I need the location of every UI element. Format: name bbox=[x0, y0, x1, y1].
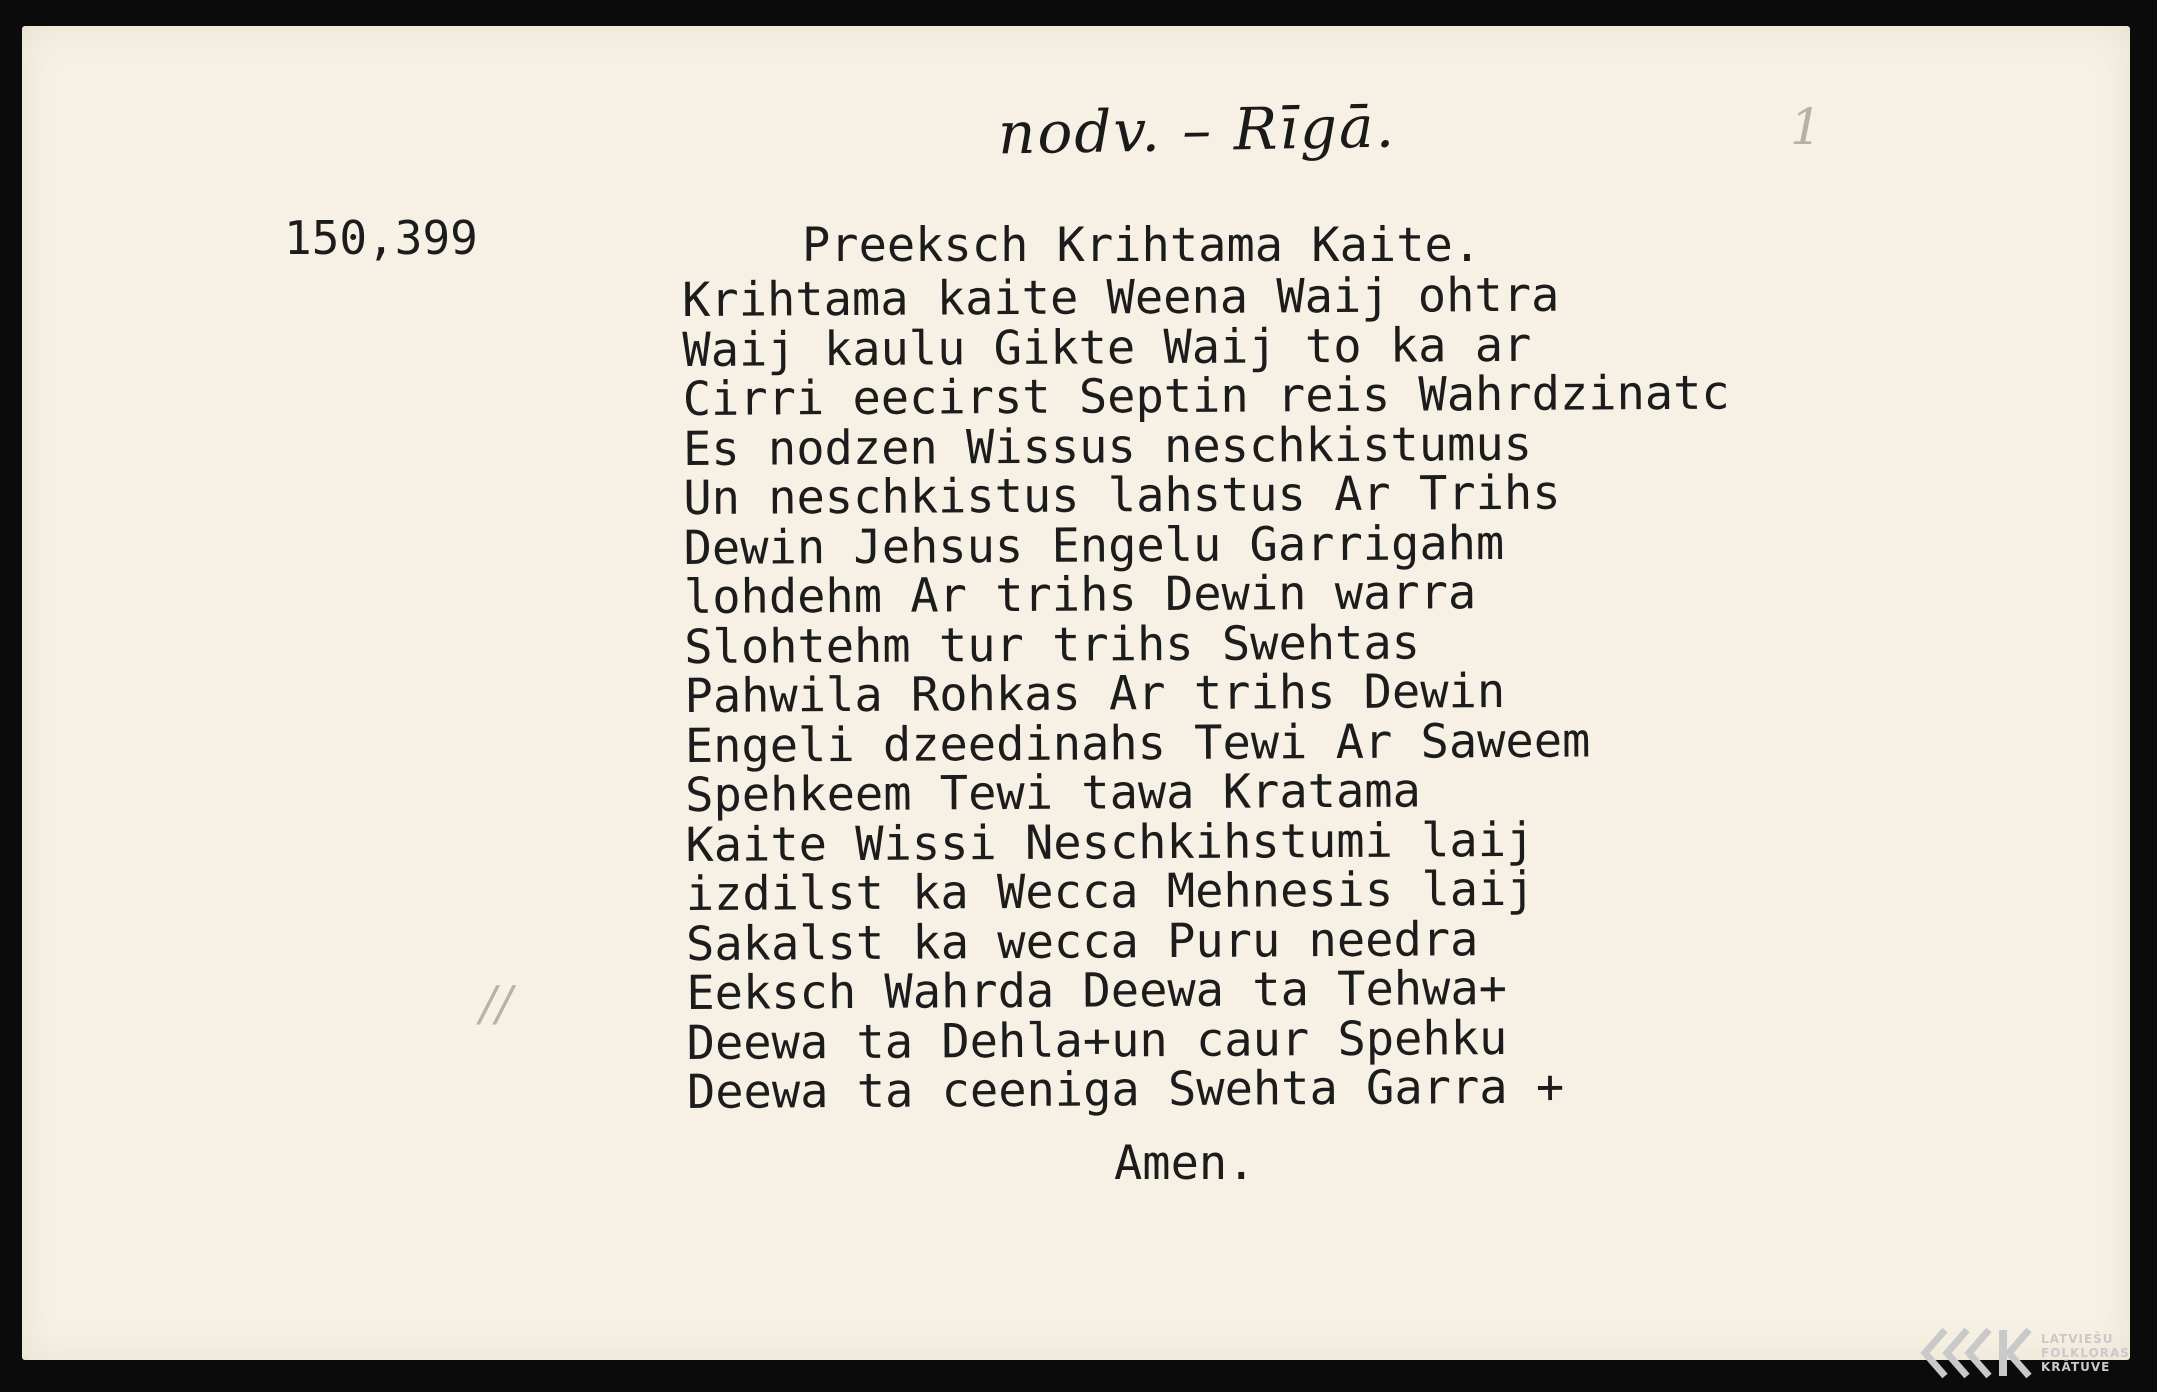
page-number-mark: 1 bbox=[1790, 98, 1822, 156]
poem-line: Cirri eecirst Septin reis Wahrdzinatc bbox=[682, 365, 1730, 427]
poem-body bbox=[681, 267, 1734, 1120]
poem-line: Waij kaulu Gikte Waij to ka ar bbox=[682, 317, 1532, 378]
lfk-logo-icon bbox=[1915, 1324, 2033, 1382]
poem-title: Preeksch Krihtama Kaite. bbox=[802, 218, 1482, 273]
logo-line: LATVIEŠU bbox=[2041, 1332, 2114, 1346]
archive-logo-text bbox=[2041, 1332, 2130, 1374]
poem-line: Kaite Wissi Neschkihstumi laij bbox=[685, 812, 1535, 873]
poem-line: Eeksch Wahrda Deewa ta Tehwa+ bbox=[686, 960, 1508, 1021]
archive-card bbox=[22, 26, 2130, 1360]
poem-line: Deewa ta Dehla+un caur Spehku bbox=[686, 1010, 1508, 1071]
poem-line: Deewa ta ceeniga Swehta Garra + bbox=[686, 1059, 1565, 1120]
poem-line: Dewin Jehsus Engelu Garrigahm bbox=[683, 515, 1505, 576]
handwritten-location-note: nodv. – Rīgā. bbox=[997, 92, 1397, 168]
archive-logo bbox=[1915, 1322, 2149, 1384]
poem-line: izdilst ka Wecca Mehnesis laij bbox=[685, 861, 1535, 922]
margin-pencil-mark: // bbox=[480, 976, 513, 1032]
poem-line: Slohtehm tur trihs Swehtas bbox=[684, 614, 1421, 675]
poem-line: Spehkeem Tewi tawa Kratama bbox=[685, 763, 1422, 823]
poem-line: Engeli dzeedinahs Tewi Ar Saweem bbox=[684, 712, 1591, 774]
reference-number: 150,399 bbox=[284, 211, 478, 265]
poem-line: lohdehm Ar trihs Dewin warra bbox=[683, 565, 1477, 625]
poem-closing: Amen. bbox=[1114, 1136, 1256, 1191]
poem-line: Sakalst ka wecca Puru needra bbox=[685, 911, 1479, 972]
poem-line: Krihtama kaite Weena Waij ohtra bbox=[681, 267, 1560, 328]
logo-line: KRĀTUVE bbox=[2041, 1360, 2111, 1374]
poem-line: Un neschkistus lahstus Ar Trihs bbox=[683, 465, 1561, 526]
poem-line: Pahwila Rohkas Ar trihs Dewin bbox=[684, 663, 1506, 724]
poem-line: Es nodzen Wissus neschkistumus bbox=[682, 416, 1533, 477]
logo-line: FOLKLORAS bbox=[2041, 1346, 2130, 1360]
